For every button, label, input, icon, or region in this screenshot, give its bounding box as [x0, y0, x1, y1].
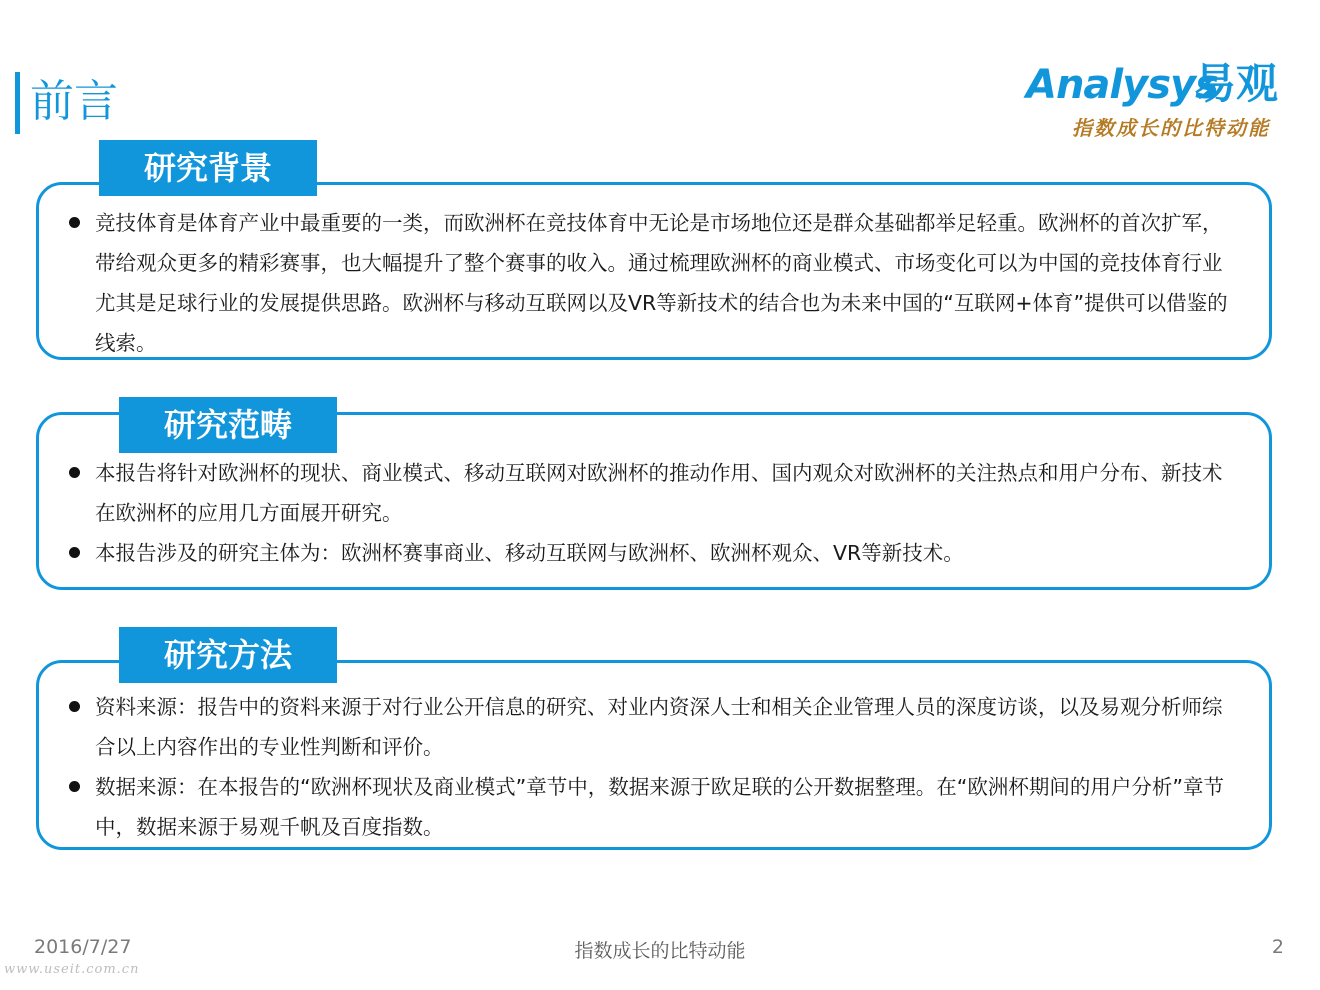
logo-chinese-name: 易观 — [1194, 59, 1279, 108]
footer-date: 2016/7/27 — [34, 936, 132, 958]
section-background-list — [39, 203, 1269, 363]
logo-slogan: 指数成长的比特动能 — [1072, 116, 1270, 140]
bullet-text: 数据来源：在本报告的“欧洲杯现状及商业模式”章节中，数据来源于欧足联的公开数据整理。在“欧洲杯期间的用户分析”章节中，数据来源于易观千帆及百度指数。 — [95, 775, 1224, 839]
title-accent-bar — [15, 72, 20, 134]
page-title: 前言 — [30, 76, 118, 127]
list-item — [39, 203, 1269, 363]
bullet-dot-icon — [69, 547, 80, 558]
bullet-dot-icon — [69, 467, 80, 478]
watermark: www.useit.com.cn — [4, 962, 140, 977]
section-method-list — [39, 687, 1269, 847]
bullet-text: 竞技体育是体育产业中最重要的一类，而欧洲杯在竞技体育中无论是市场地位还是群众基础都举足轻重。欧洲杯的首次扩军，带给观众更多的精彩赛事，也大幅提升了整个赛事的收入。通过梳理欧洲杯的商业模式、市场变化可以为中国的竞技体育行业尤其是足球行业的发展提供思路。欧洲杯与移动互联网以及VR等新技术的结合也为未来中国的“互联网+体育”提供可以借鉴的线索。 — [95, 211, 1228, 355]
bullet-dot-icon — [69, 781, 80, 792]
list-item — [39, 767, 1269, 847]
page-number: 2 — [1271, 936, 1284, 958]
section-scope-list — [39, 453, 1269, 573]
list-item — [39, 533, 1269, 573]
footer-slogan: 指数成长的比特动能 — [574, 940, 746, 962]
list-item — [39, 687, 1269, 767]
section-heading-background: 研究背景 — [99, 140, 317, 196]
section-background-box — [36, 182, 1272, 360]
bullet-text: 本报告涉及的研究主体为：欧洲杯赛事商业、移动互联网与欧洲杯、欧洲杯观众、VR等新技术。 — [95, 541, 964, 565]
section-method-box — [36, 660, 1272, 850]
logo-wordmark: Analysys — [1026, 62, 1218, 108]
bullet-dot-icon — [69, 701, 80, 712]
section-heading-scope: 研究范畴 — [119, 397, 337, 453]
analysys-logo — [1018, 56, 1298, 142]
bullet-dot-icon — [69, 217, 80, 228]
bullet-text: 资料来源：报告中的资料来源于对行业公开信息的研究、对业内资深人士和相关企业管理人员的深度访谈，以及易观分析师综合以上内容作出的专业性判断和评价。 — [95, 695, 1223, 759]
bullet-text: 本报告将针对欧洲杯的现状、商业模式、移动互联网对欧洲杯的推动作用、国内观众对欧洲杯的关注热点和用户分布、新技术在欧洲杯的应用几方面展开研究。 — [95, 461, 1223, 525]
section-heading-method: 研究方法 — [119, 627, 337, 683]
list-item — [39, 453, 1269, 533]
